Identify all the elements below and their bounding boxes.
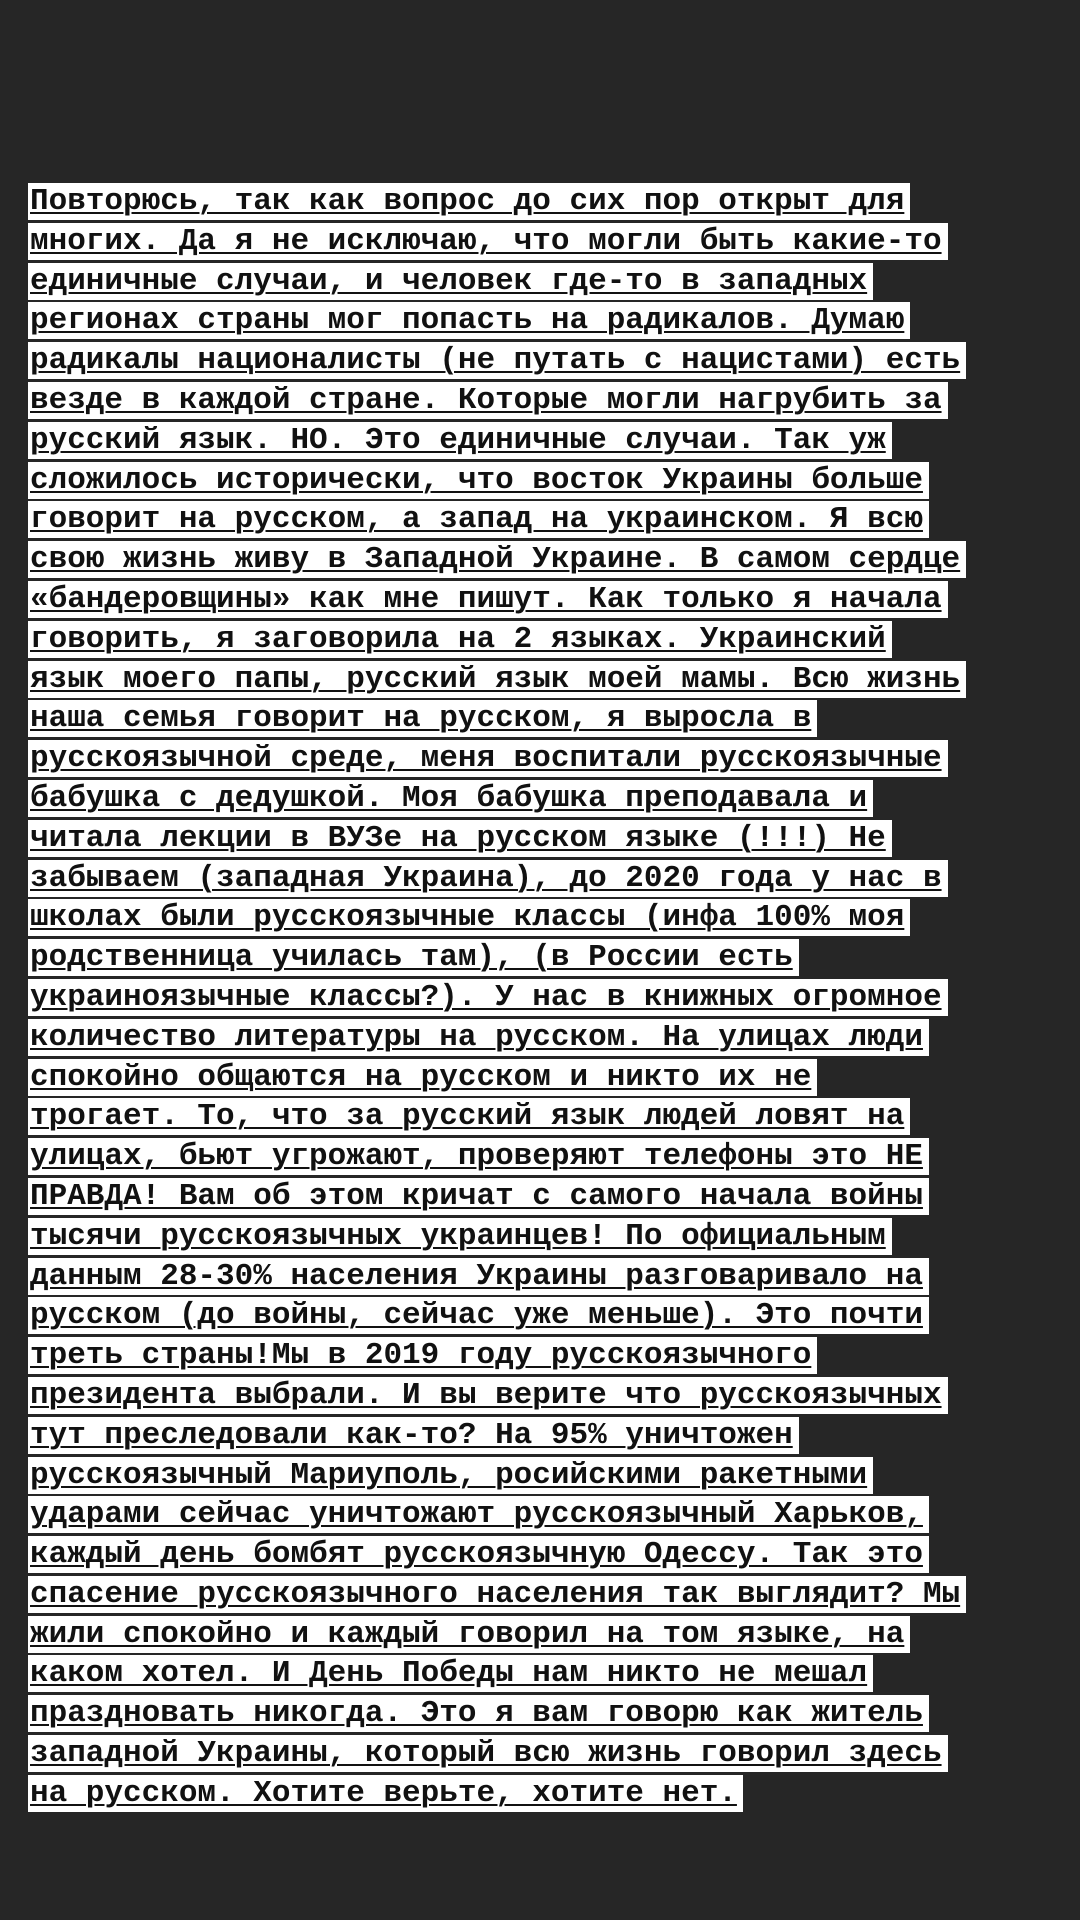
text-line: говорит на русском, а запад на украинском. Я всю (30, 501, 1080, 541)
text-line: западной Украины, который всю жизнь говорил здесь (30, 1735, 1080, 1775)
text-line: русский язык. НО. Это единичные случаи. Так уж (30, 422, 1080, 462)
text-line: на русском. Хотите верьте, хотите нет. (30, 1775, 1080, 1815)
text-line: тысячи русскоязычных украинцев! По официальным (30, 1218, 1080, 1258)
text-line: русском (до войны, сейчас уже меньше). Это почти (30, 1297, 1080, 1337)
text-line: президента выбрали. И вы верите что русскоязычных (30, 1377, 1080, 1417)
text-line: забываем (западная Украина), до 2020 года у нас в (30, 860, 1080, 900)
text-line: бабушка с дедушкой. Моя бабушка преподавала и (30, 780, 1080, 820)
text-line: каком хотел. И День Победы нам никто не мешал (30, 1655, 1080, 1695)
text-line: везде в каждой стране. Которые могли нагрубить за (30, 382, 1080, 422)
text-line: количество литературы на русском. На улицах люди (30, 1019, 1080, 1059)
story-text-block (30, 183, 1080, 1815)
text-line: треть страны!Мы в 2019 году русскоязычного (30, 1337, 1080, 1377)
text-line: единичные случаи, и человек где-то в западных (30, 263, 1080, 303)
text-line: ПРАВДА! Вам об этом кричат с самого начала войны (30, 1178, 1080, 1218)
text-line: каждый день бомбят русскоязычную Одессу. Так это (30, 1536, 1080, 1576)
text-line: данным 28-30% населения Украины разговаривало на (30, 1258, 1080, 1298)
text-line: многих. Да я не исключаю, что могли быть какие-то (30, 223, 1080, 263)
text-line: спасение русскоязычного населения так выглядит? Мы (30, 1576, 1080, 1616)
text-line: улицах, бьют угрожают, проверяют телефоны это НЕ (30, 1138, 1080, 1178)
text-line: «бандеровщины» как мне пишут. Как только я начала (30, 581, 1080, 621)
text-line: украиноязычные классы?). У нас в книжных огромное (30, 979, 1080, 1019)
text-line: ударами сейчас уничтожают русскоязычный Харьков, (30, 1496, 1080, 1536)
text-line: регионах страны мог попасть на радикалов. Думаю (30, 302, 1080, 342)
text-line: сложилось исторически, что восток Украины больше (30, 462, 1080, 502)
text-line: наша семья говорит на русском, я выросла в (30, 700, 1080, 740)
text-line: жили спокойно и каждый говорил на том языке, на (30, 1616, 1080, 1656)
text-line: свою жизнь живу в Западной Украине. В самом сердце (30, 541, 1080, 581)
text-line: спокойно общаются на русском и никто их не (30, 1059, 1080, 1099)
text-line: говорить, я заговорила на 2 языках. Украинский (30, 621, 1080, 661)
text-line: Повторюсь, так как вопрос до сих пор открыт для (30, 183, 1080, 223)
text-line: тут преследовали как-то? На 95% уничтожен (30, 1417, 1080, 1457)
text-line: русскоязычной среде, меня воспитали русскоязычные (30, 740, 1080, 780)
text-line: трогает. То, что за русский язык людей ловят на (30, 1098, 1080, 1138)
text-line: русскоязычный Мариуполь, росийскими ракетными (30, 1457, 1080, 1497)
text-line: школах были русскоязычные классы (инфа 100% моя (30, 899, 1080, 939)
text-line: радикалы националисты (не путать с нацистами) есть (30, 342, 1080, 382)
text-line: язык моего папы, русский язык моей мамы. Всю жизнь (30, 661, 1080, 701)
text-line: праздновать никогда. Это я вам говорю как житель (30, 1695, 1080, 1735)
text-line: читала лекции в ВУЗе на русском языке (!!!) Не (30, 820, 1080, 860)
text-line: родственница училась там), (в России есть (30, 939, 1080, 979)
